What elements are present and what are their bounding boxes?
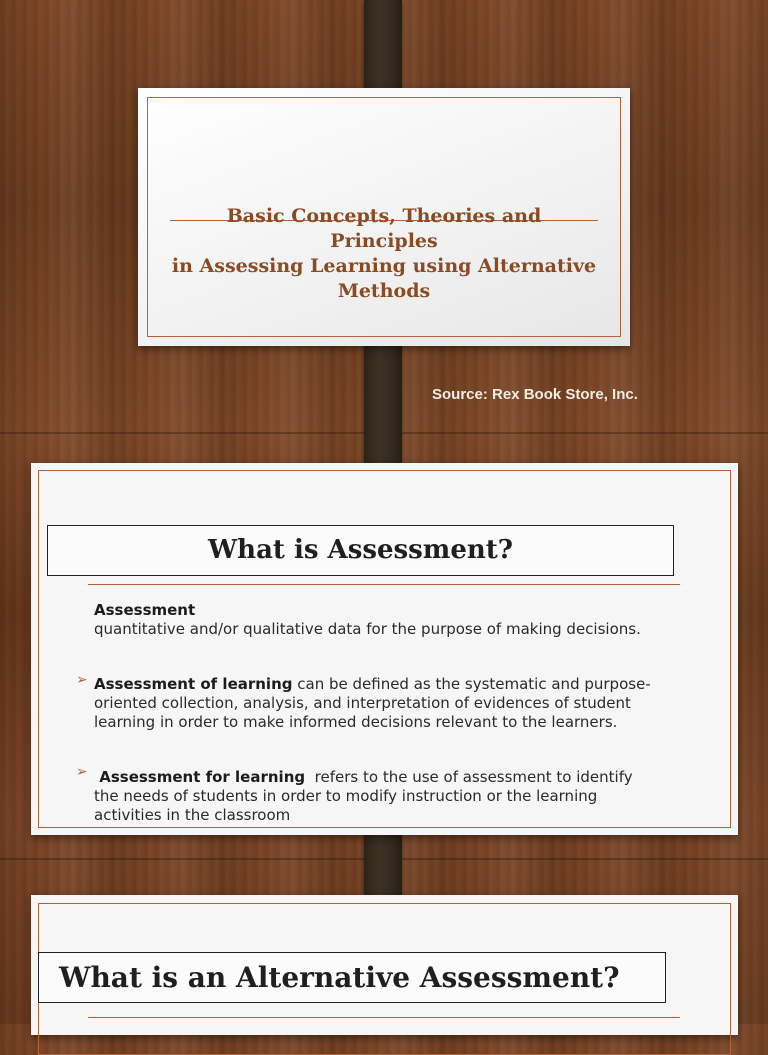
bullet-text: can be defined as the systematic and purpose- (292, 675, 651, 693)
title-line: Principles (330, 230, 438, 252)
slide-heading: What is an Alternative Assessment? (38, 952, 666, 1003)
bullet-text: the needs of students in order to modify instruction or the learning (94, 787, 598, 805)
bullet-text: refers to the use of assessment to identify (305, 768, 633, 786)
definition-text: quantitative and/or qualitative data for the purpose of making decisions. (94, 620, 641, 638)
bullet-assessment-for-learning (94, 768, 633, 825)
heading-rule (88, 1017, 680, 1018)
title-line: in Assessing Learning using Alternative (171, 255, 597, 277)
heading-rule (88, 584, 680, 585)
bullet-text: learning in order to make informed decisions relevant to the learners. (94, 713, 618, 731)
slide-what-is-assessment[interactable] (31, 463, 738, 835)
bullet-term: Assessment of learning (94, 675, 293, 693)
slide-strap (364, 330, 402, 480)
bullet-text: activities in the classroom (94, 806, 291, 824)
definition-block (94, 601, 641, 639)
title-line: Basic Concepts, Theories and (226, 205, 542, 227)
source-credit: Source: Rex Book Store, Inc. (432, 386, 638, 403)
presentation-title (138, 204, 630, 304)
bullet-text: oriented collection, analysis, and interpretation of evidences of student (94, 694, 631, 712)
slide-alternative-assessment[interactable] (31, 895, 738, 1035)
definition-term: Assessment (94, 601, 196, 619)
bullet-assessment-of-learning (94, 675, 651, 732)
bullet-arrow-icon: ➢ (76, 764, 88, 780)
bullet-arrow-icon: ➢ (76, 672, 88, 688)
slide-heading: What is Assessment? (47, 525, 674, 576)
title-line: Methods (337, 280, 431, 302)
bullet-term: Assessment for learning (94, 768, 306, 786)
title-slide[interactable] (138, 88, 630, 346)
